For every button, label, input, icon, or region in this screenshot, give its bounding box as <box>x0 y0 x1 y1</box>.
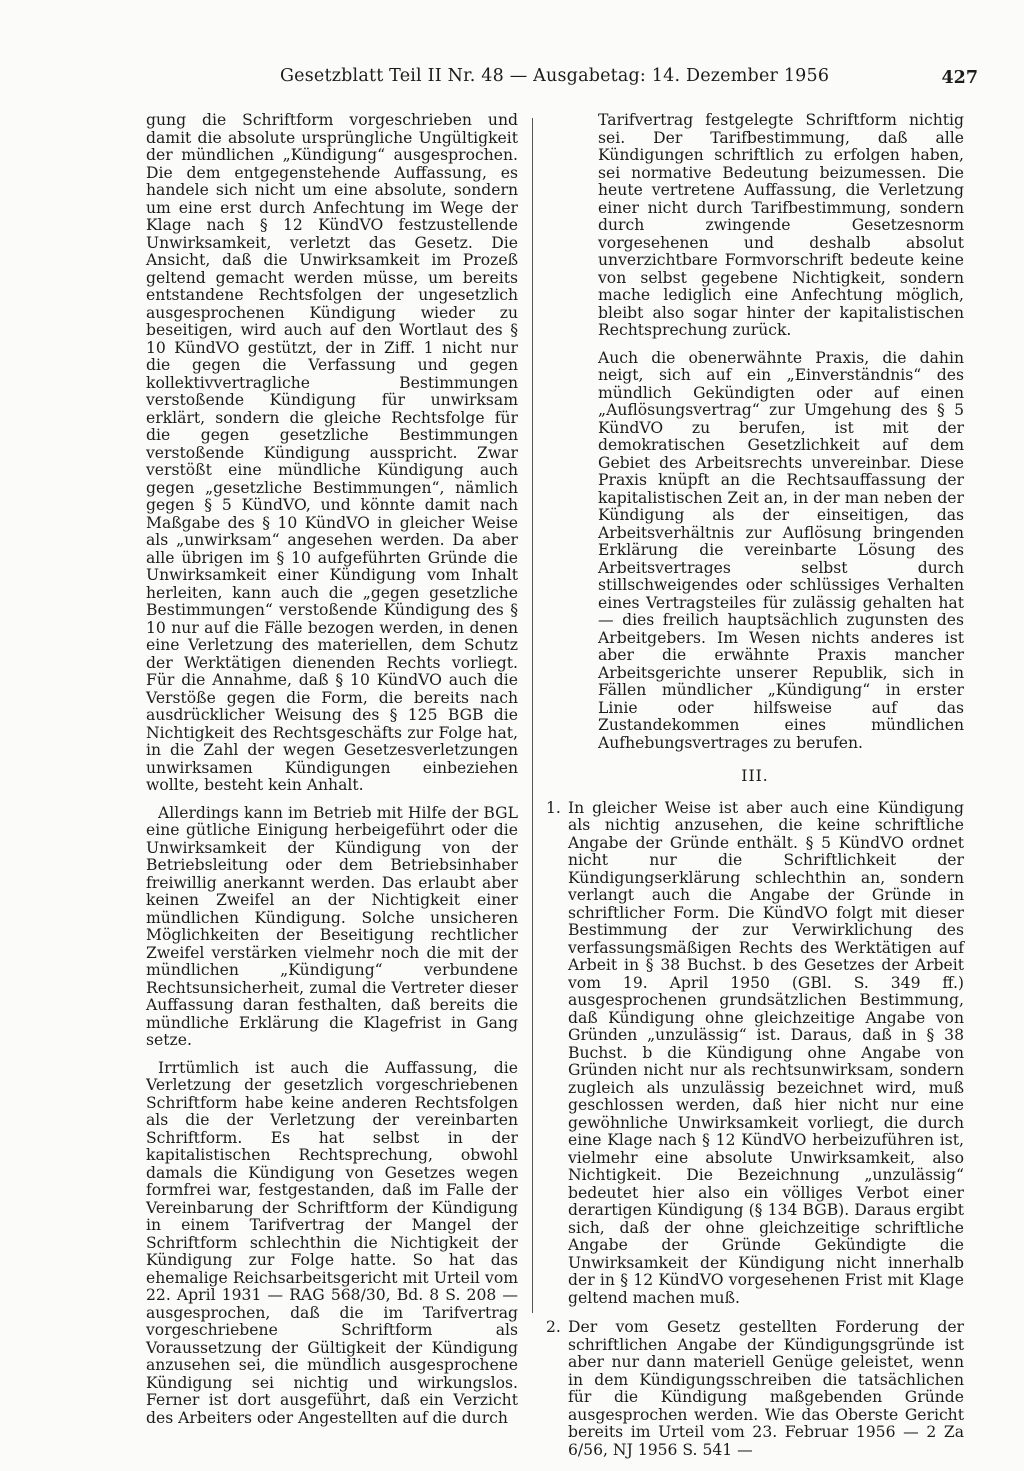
column-divider <box>532 118 533 1313</box>
paragraph: Tarifvertrag festgelegte Schriftform nichtig sei. Der Tarifbestimmung, daß alle Kündigungen schriftlich zu erfolgen haben, sei normative Bedeutung beizumessen. Die heute vertretene Auffassung, die Verletzung einer nicht durch Tarifbestimmung, sondern durch zwingende Gesetzesnorm vorgesehenen und deshalb absolut unverzichtbare Formvorschrift bedeute keine von selbst gegebene Nichtigkeit, sondern mache lediglich eine Anfechtung möglich, bleibt also sogar hinter der kapitalistischen Rechtsprechung zurück. <box>598 111 964 339</box>
gazette-header-title: Gesetzblatt Teil II Nr. 48 — Ausgabetag: 14. Dezember 1956 <box>280 66 830 86</box>
paragraph: Auch die obenerwähnte Praxis, die dahin neigt, sich auf ein „Einverständnis“ des mündlich Gekündigten oder auf einen „Auflösungsvertrag“ zur Umgehung des § 5 KündVO zu berufen, ist mit der demokratischen Gesetzlichkeit auf dem Gebiet des Arbeitsrechts unvereinbar. Diese Praxis knüpft an die Rechtsauffassung der kapitalistischen Zeit an, in der man neben der Kündigung als der einseitigen, das Arbeitsverhältnis zur Auflösung bringenden Erklärung die vereinbarte Lösung des Arbeitsvertrages selbst durch stillschweigendes oder schlüssiges Verhalten eines Vertragsteiles für zulässig gehalten hat — dies freilich hauptsächlich zugunsten des Arbeitgebers. Im Wesen nichts anderes ist aber die erwähnte Praxis mancher Arbeitsgerichte unserer Republik, sich in Fällen mündlicher „Kündigung“ in erster Linie oder hilfsweise auf das Zustandekommen eines mündlichen Aufhebungsvertrages zu berufen. <box>598 348 964 752</box>
item-number: 2. <box>546 1318 561 1336</box>
item-text: In gleicher Weise ist aber auch eine Kündigung als nichtig anzusehen, die keine schriftliche Angabe der Gründe enthält. § 5 KündVO ordnet nicht nur die Schriftlichkeit der Kündigungserklärung schlechthin an, sondern verlangt auch die Angabe der Gründe in schriftlicher Form. Die KündVO folgt mit dieser Bestimmung der zur Verwirklichung des verfassungsmäßigen Rechts des Werktätigen auf Arbeit in § 38 Buchst. b des Gesetzes der Arbeit vom 19. April 1950 (GBl. S. 349 ff.) ausgesprochenen grundsätzlichen Bestimmung, daß Kündigung ohne gleichzeitige Angabe von Gründen „unzulässig“ ist. Daraus, daß in § 38 Buchst. b die Kündigung ohne Angabe von Gründen nicht nur als rechtsunwirksam, sondern zugleich als unzulässig bezeichnet wird, muß geschlossen werden, daß hier nicht nur eine gewöhnliche Unwirksamkeit vorliegt, die durch eine Klage nach § 12 KündVO herbeizuführen ist, vielmehr eine absolute Unwirksamkeit, also Nichtigkeit. Die Bezeichnung „unzulässig“ bedeutet hier also ein völliges Verbot einer derartigen Kündigung (§ 134 BGB). Daraus ergibt sich, daß der ohne gleichzeitige schriftliche Angabe der Gründe Gekündigte die Unwirksamkeit der Kündigung nicht innerhalb der in § 12 KündVO vorgesehenen Frist mit Klage geltend machen muß. <box>568 798 964 1307</box>
paragraph: Allerdings kann im Betrieb mit Hilfe der BGL eine gütliche Einigung herbeigeführt oder die Unwirksamkeit der Kündigung von der Betriebsleitung oder dem Betriebsinhaber freiwillig anerkannt werden. Das erlaubt aber keinen Zweifel an der Nichtigkeit einer mündlichen Kündigung. Solche unsicheren Möglichkeiten der Beseitigung rechtlicher Zweifel verstärken vielmehr noch die mit der mündlichen „Kündigung“ verbundene Rechtsunsicherheit, zumal die Vertreter dieser Auffassung daran festhalten, daß bereits die mündliche Erklärung die Klagefrist in Gang setze. <box>146 803 518 1049</box>
paragraph: Irrtümlich ist auch die Auffassung, die Verletzung der gesetzlich vorgeschriebenen Schriftform habe keine anderen Rechtsfolgen als die der Verletzung der vereinbarten Schriftform. Es hat selbst in der kapitalistischen Rechtsprechung, obwohl damals die Kündigung von Gesetzes wegen formfrei war, festgestanden, daß im Falle der Vereinbarung der Schriftform der Kündigung in einem Tarifvertrag der Mangel der Schriftform schlechthin die Nichtigkeit der Kündigung zur Folge hatte. So hat das ehemalige Reichsarbeitsgericht mit Urteil vom 22. April 1931 — RAG 568/30, Bd. 8 S. 208 — ausgesprochen, daß die im Tarifvertrag vorgeschriebene Schriftform als Voraussetzung der Gültigkeit der Kündigung anzusehen sei, die mündlich ausgesprochene Kündigung sei nichtig und wirkungslos. Ferner ist dort ausgeführt, daß ein Verzicht des Arbeiters oder Angestellten auf die durch <box>146 1058 518 1427</box>
page-header <box>150 66 978 94</box>
left-column <box>146 112 518 1437</box>
section-heading: III. <box>741 767 769 785</box>
right-column <box>546 112 964 1471</box>
item-number: 1. <box>546 798 561 817</box>
numbered-item <box>546 1319 964 1459</box>
item-text: Der vom Gesetz gestellten Forderung der schriftlichen Angabe der Kündigungsgründe ist aber nur dann materiell Genüge geleistet, wenn in dem Kündigungsschreiben die tatsächlichen für die Kündigung maßgebenden Gründe ausgesprochen werden. Wie das Oberste Gericht bereits im Urteil vom 23. Februar 1956 — 2 Za 6/56, NJ 1956 S. 541 — <box>568 1318 964 1459</box>
page-number: 427 <box>941 68 978 88</box>
paragraph: gung die Schriftform vorgeschrieben und damit die absolute ursprüngliche Ungültigkeit der mündlichen „Kündigung“ ausgesprochen. Die dem entgegenstehende Auffassung, es handele sich nicht um eine absolute, sondern um eine erst durch Anfechtung im Wege der Klage nach § 12 KündVO festzustellende Unwirksamkeit, verletzt das Gesetz. Die Ansicht, daß die Unwirksamkeit im Prozeß geltend gemacht werden müsse, um bereits entstandene Rechtsfolgen der ungesetzlich ausgesprochenen Kündigung wieder zu beseitigen, wird auch auf den Wortlaut des § 10 KündVO gestützt, der in Ziff. 1 nicht nur die gegen die Verfassung und gegen kollektivvertragliche Bestimmungen verstoßende Kündigung für unwirksam erklärt, sondern die gleiche Rechtsfolge für die gegen gesetzliche Bestimmungen verstoßende Kündigung ausspricht. Zwar verstößt eine mündliche Kündigung auch gegen „gesetzliche Bestimmungen“, nämlich gegen § 5 KündVO, und könnte damit nach Maßgabe des § 10 KündVO in gleicher Weise als „unwirksam“ angesehen werden. Da aber alle übrigen im § 10 aufgeführten Gründe die Unwirksamkeit einer Kündigung vom Inhalt herleiten, kann auch die „gegen gesetzliche Bestimmungen“ verstoßende Kündigung des § 10 nur auf die Fälle bezogen werden, in denen eine Verletzung des materiellen, dem Schutz der Werktätigen dienenden Rechts vorliegt. Für die Annahme, daß § 10 KündVO auch die Verstöße gegen die Form, die bereits nach ausdrücklicher Weisung des § 125 BGB die Nichtigkeit des Rechtsgeschäfts zur Folge hat, in die Zahl der wegen Gesetzesverletzungen unwirksamen Kündigungen einbeziehen wollte, besteht kein Anhalt. <box>146 111 518 794</box>
numbered-item <box>546 800 964 1308</box>
